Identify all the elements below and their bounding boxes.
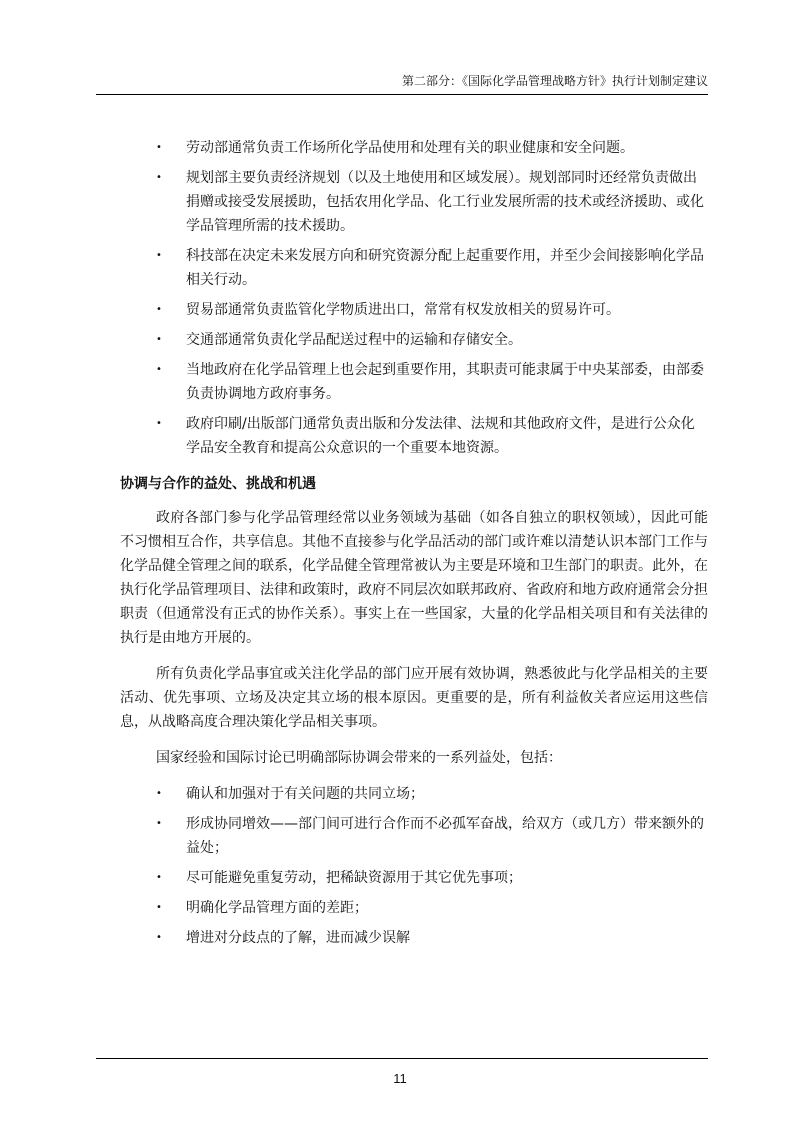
list-item-text: 形成协同增效——部门间可进行合作而不必孤军奋战，给双方（或几方）带来额外的益处； (186, 816, 704, 856)
bullet-icon: • (156, 364, 162, 375)
bullet-icon: • (156, 818, 162, 829)
bullet-icon: • (156, 304, 162, 315)
list-item (120, 358, 708, 406)
list-item-text: 贸易部通常负责监管化学物质进出口，常常有权发放相关的贸易许可。 (186, 302, 620, 318)
list-item (120, 812, 708, 860)
bullet-icon: • (156, 334, 162, 345)
list-item (120, 896, 708, 920)
body-paragraph: 国家经验和国际讨论已明确部际协调会带来的一系列益处，包括： (156, 750, 562, 766)
bullet-icon: • (156, 902, 162, 913)
list-item (120, 166, 708, 238)
bullet-icon: • (156, 172, 162, 183)
list-item (120, 782, 708, 806)
bullet-icon: • (156, 788, 162, 799)
list-item-text: 确认和加强对于有关问题的共同立场； (186, 786, 424, 802)
body-paragraph: 政府各部门参与化学品管理经常以业务领域为基础（如各自独立的职权领域），因此可能不习惯相互合作，共享信息。其他不直接参与化学品活动的部门或许难以清楚认识本部门工作与化学品健全管理之间的联系，化学品健全管理常被认为主要是环境和卫生部门的职责。此外，在执行化学品管理项目、法律和政策时，政府不同层次如联邦政府、省政府和地方政府通常会分担职责（但通常没有正式的协作关系）。事实上在一些国家，大量的化学品相关项目和有关法律的执行是由地方开展的。 (120, 510, 708, 646)
page-number: 11 (393, 1071, 407, 1086)
list-item-text: 明确化学品管理方面的差距； (186, 900, 368, 916)
list-item-text: 规划部主要负责经济规划（以及土地使用和区域发展）。规划部同时还经常负责做出捐赠或接受发展援助，包括农用化学品、化工行业发展所需的技术或经济援助、或化学品管理所需的技术援助。 (186, 170, 704, 234)
running-header: 第二部分：《国际化学品管理战略方针》执行计划制定建议 (96, 72, 708, 95)
bullet-icon: • (156, 418, 162, 429)
list-item (120, 866, 708, 890)
list-item (120, 926, 708, 950)
list-item (120, 244, 708, 292)
ministry-responsibilities-list (120, 136, 708, 460)
list-item (120, 328, 708, 352)
benefits-list (120, 782, 708, 950)
footer-divider (96, 1058, 708, 1059)
list-item-text: 增进对分歧点的了解，进而减少误解 (186, 930, 410, 946)
list-item (120, 136, 708, 160)
bullet-icon: • (156, 932, 162, 943)
list-item-text: 劳动部通常负责工作场所化学品使用和处理有关的职业健康和安全问题。 (186, 140, 634, 156)
page-body (120, 136, 708, 956)
list-item-text: 科技部在决定未来发展方向和研究资源分配上起重要作用，并至少会间接影响化学品相关行动。 (186, 248, 704, 288)
list-item-text: 当地政府在化学品管理上也会起到重要作用，其职责可能隶属于中央某部委，由部委负责协调地方政府事务。 (186, 362, 704, 402)
section-heading: 协调与合作的益处、挑战和机遇 (120, 476, 316, 492)
body-paragraph: 所有负责化学品事宜或关注化学品的部门应开展有效协调，熟悉彼此与化学品相关的主要活动、优先事项、立场及决定其立场的根本原因。更重要的是，所有利益攸关者应运用这些信息，从战略高度合理决策化学品相关事项。 (120, 666, 708, 730)
list-item (120, 412, 708, 460)
list-item-text: 政府印刷/出版部门通常负责出版和分发法律、法规和其他政府文件，是进行公众化学品安全教育和提高公众意识的一个重要本地资源。 (186, 416, 695, 456)
bullet-icon: • (156, 250, 162, 261)
list-item-text: 交通部通常负责化学品配送过程中的运输和存储安全。 (186, 332, 522, 348)
bullet-icon: • (156, 142, 162, 153)
bullet-icon: • (156, 872, 162, 883)
list-item (120, 298, 708, 322)
list-item-text: 尽可能避免重复劳动，把稀缺资源用于其它优先事项； (186, 870, 522, 886)
